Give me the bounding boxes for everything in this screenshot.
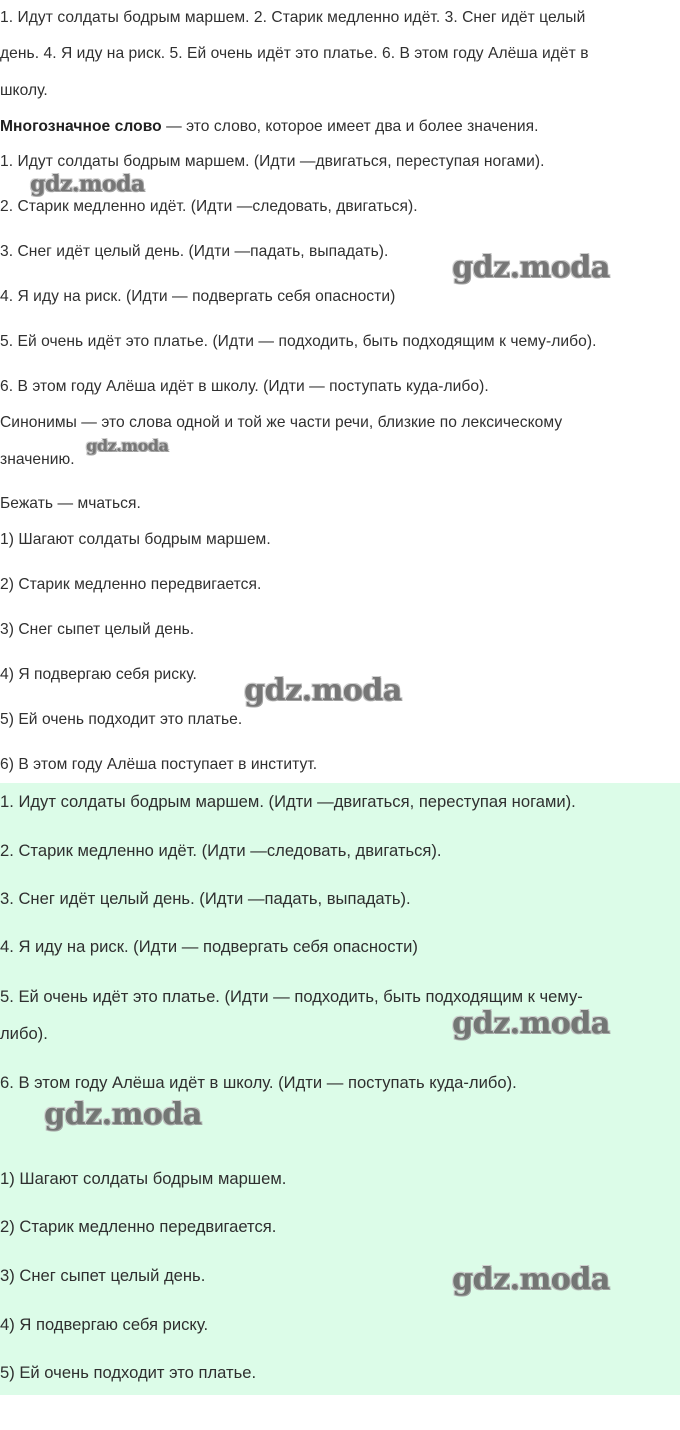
definition-text: — это слово, которое имеет два и более значения. (161, 118, 539, 135)
watermark-logo: gdz.moda (244, 673, 402, 708)
synonyms-definition: Синонимы — это слова одной и той же части речи, близкие по лексическому (0, 414, 563, 431)
rewritten-item: 1) Шагают солдаты бодрым маршем. (0, 531, 271, 548)
rewritten-item: 2) Старик медленно передвигается. (0, 1217, 277, 1236)
rewritten-item: 3) Снег сыпет целый день. (0, 621, 195, 638)
intro-line: 1. Идут солдаты бодрым маршем. 2. Старик медленно идёт. 3. Снег идёт целый (0, 9, 586, 26)
meaning-item: 5. Ей очень идёт это платье. (Идти — подходить, быть подходящим к чему-либо). (0, 333, 597, 350)
meaning-item: 4. Я иду на риск. (Идти — подвергать себя опасности) (0, 288, 396, 305)
meaning-item: 6. В этом году Алёша идёт в школу. (Идти — поступать куда-либо). (0, 1073, 517, 1092)
intro-line: день. 4. Я иду на риск. 5. Ей очень идёт это платье. 6. В этом году Алёша идёт в (0, 45, 589, 62)
rewritten-item: 3) Снег сыпет целый день. (0, 1266, 206, 1285)
watermark-logo: gdz.moda (452, 250, 610, 285)
rewritten-item: 5) Ей очень подходит это платье. (0, 711, 243, 728)
meaning-item: 3. Снег идёт целый день. (Идти —падать, выпадать). (0, 889, 411, 908)
synonym-example: Бежать — мчаться. (0, 495, 141, 512)
rewritten-item: 4) Я подвергаю себя риску. (0, 1315, 209, 1334)
rewritten-item: 6) В этом году Алёша поступает в институт. (0, 756, 318, 773)
meaning-item: 6. В этом году Алёша идёт в школу. (Идти — поступать куда-либо). (0, 378, 489, 395)
meaning-item: 4. Я иду на риск. (Идти — подвергать себя опасности) (0, 937, 418, 956)
meaning-item: 2. Старик медленно идёт. (Идти —следовать, двигаться). (0, 198, 418, 215)
meaning-item: 5. Ей очень идёт это платье. (Идти — подходить, быть подходящим к чему- (0, 987, 583, 1006)
watermark-logo: gdz.moda (30, 171, 145, 197)
rewritten-item: 1) Шагают солдаты бодрым маршем. (0, 1169, 287, 1188)
synonyms-definition: значению. (0, 451, 75, 468)
watermark-logo: gdz.moda (86, 436, 169, 455)
rewritten-item: 5) Ей очень подходит это платье. (0, 1363, 257, 1382)
meaning-item: 2. Старик медленно идёт. (Идти —следовать, двигаться). (0, 841, 442, 860)
watermark-logo: gdz.moda (452, 1006, 610, 1041)
meaning-item: 1. Идут солдаты бодрым маршем. (Идти —двигаться, переступая ногами). (0, 792, 576, 811)
watermark-logo: gdz.moda (44, 1097, 202, 1132)
intro-line: школу. (0, 82, 48, 99)
meaning-item: 3. Снег идёт целый день. (Идти —падать, выпадать). (0, 243, 389, 260)
definition (0, 117, 539, 137)
meaning-item-continuation: либо). (0, 1024, 48, 1043)
highlighted-answer-block (0, 783, 680, 1395)
watermark-logo: gdz.moda (452, 1262, 610, 1297)
meaning-item: 1. Идут солдаты бодрым маршем. (Идти —двигаться, переступая ногами). (0, 153, 545, 170)
rewritten-item: 2) Старик медленно передвигается. (0, 576, 262, 593)
rewritten-item: 4) Я подвергаю себя риску. (0, 666, 197, 683)
definition-term: Многозначное слово (0, 118, 162, 135)
